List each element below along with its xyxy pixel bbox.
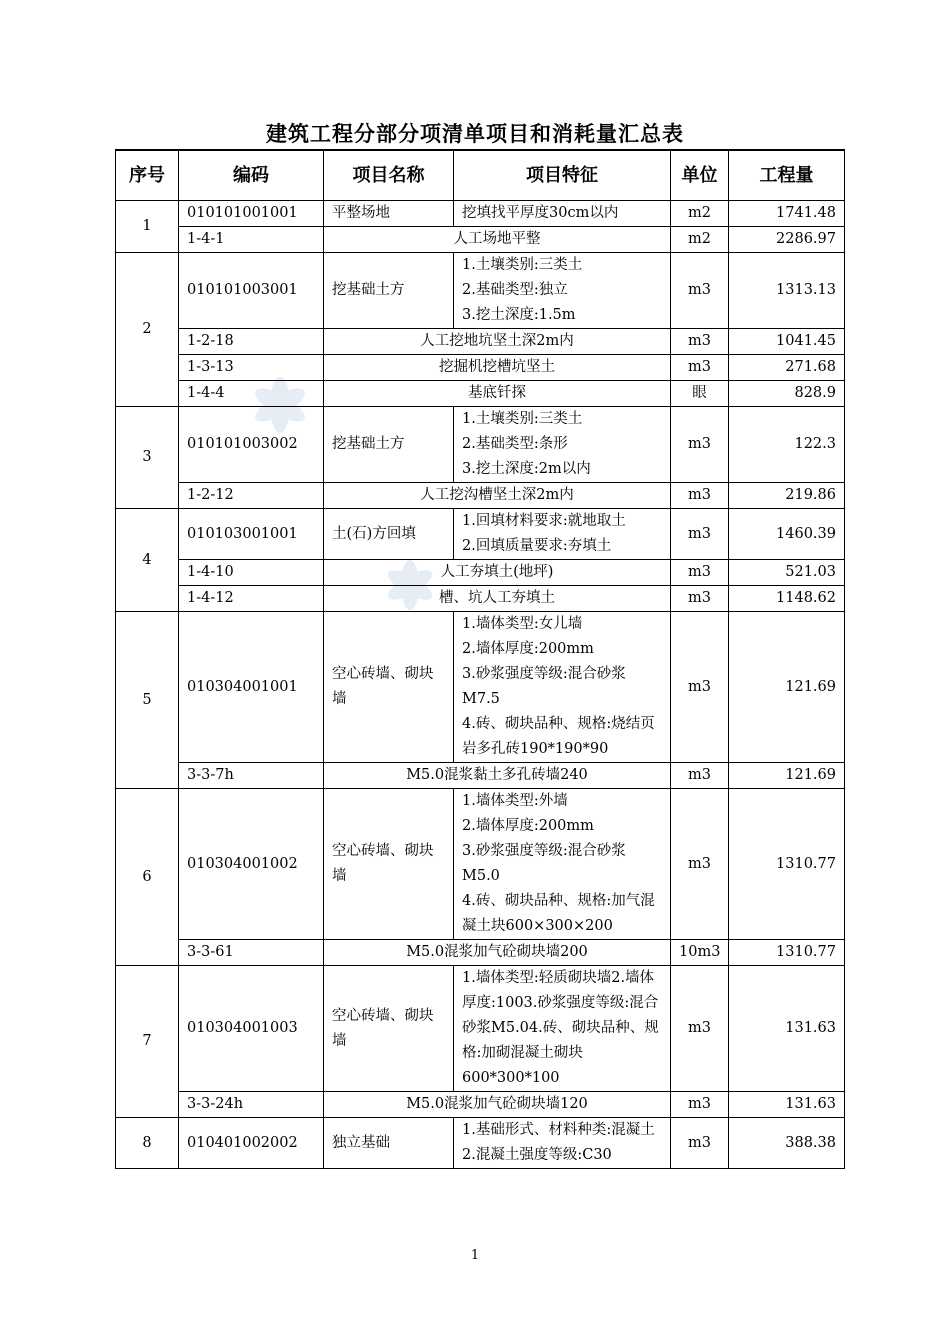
sub-unit-cell: m3	[671, 586, 729, 612]
feature-line: 1.墙体类型:外墙	[462, 793, 568, 809]
sub-desc-cell: M5.0混浆加气砼砌块墙120	[324, 1092, 671, 1118]
sub-code-cell: 3-3-61	[179, 940, 324, 966]
feature-line: 3.挖土深度:1.5m	[462, 307, 576, 323]
features-cell	[454, 253, 671, 329]
document-title: 建筑工程分部分项清单项目和消耗量汇总表	[266, 122, 684, 146]
table-row	[116, 612, 845, 763]
feature-line: 1.墙体类型:轻质砌块墙2.墙体厚度:1003.砂浆强度等级:混合砂浆M5.04.砖、砌块品种、规格:加砌混凝土砌块600*300*100	[462, 970, 659, 1086]
sub-code-cell: 1-2-12	[179, 483, 324, 509]
code-cell: 010101001001	[179, 201, 324, 227]
name-cell: 独立基础	[324, 1118, 454, 1169]
sub-row	[116, 586, 845, 612]
sub-code-cell: 1-2-18	[179, 329, 324, 355]
feature-line: 3.挖土深度:2m以内	[462, 461, 591, 477]
feature-line: 1.墙体类型:女儿墙	[462, 616, 583, 632]
sub-unit-cell: m3	[671, 560, 729, 586]
sub-code-cell: 1-4-12	[179, 586, 324, 612]
feature-line: 2.基础类型:独立	[462, 282, 568, 298]
feature-line: 2.墙体厚度:200mm	[462, 641, 594, 657]
qty-cell: 131.63	[729, 966, 845, 1092]
qty-cell: 122.3	[729, 407, 845, 483]
unit-cell: m3	[671, 612, 729, 763]
sub-unit-cell: m3	[671, 483, 729, 509]
qty-cell: 121.69	[729, 612, 845, 763]
sub-code-cell: 1-4-1	[179, 227, 324, 253]
feature-line: 1.土壤类别:三类土	[462, 411, 583, 427]
name-cell: 挖基础土方	[324, 407, 454, 483]
table-row	[116, 253, 845, 329]
sub-unit-cell: m3	[671, 1092, 729, 1118]
table-row	[116, 789, 845, 940]
sub-desc-cell: 人工夯填土(地坪)	[324, 560, 671, 586]
feature-line: 2.墙体厚度:200mm	[462, 818, 594, 834]
feature-line: 2.回填质量要求:夯填土	[462, 538, 612, 554]
sub-row	[116, 381, 845, 407]
header-features: 项目特征	[454, 150, 671, 201]
features-cell	[454, 509, 671, 560]
feature-line: 4.砖、砌块品种、规格:烧结页岩多孔砖190*190*90	[462, 716, 655, 757]
table-row	[116, 201, 845, 227]
sub-desc-cell: 人工场地平整	[324, 227, 671, 253]
sub-code-cell: 3-3-7h	[179, 763, 324, 789]
sub-qty-cell: 1041.45	[729, 329, 845, 355]
features-cell	[454, 966, 671, 1092]
name-cell: 挖基础土方	[324, 253, 454, 329]
summary-table	[115, 149, 845, 1169]
feature-line: 3.砂浆强度等级:混合砂浆M5.0	[462, 843, 626, 884]
features-cell	[454, 789, 671, 940]
table-header-row	[116, 150, 845, 201]
code-cell: 010304001003	[179, 966, 324, 1092]
features-cell	[454, 407, 671, 483]
sub-qty-cell: 271.68	[729, 355, 845, 381]
features-cell	[454, 612, 671, 763]
feature-line: 2.基础类型:条形	[462, 436, 568, 452]
code-cell: 010304001001	[179, 612, 324, 763]
seq-cell: 2	[116, 253, 179, 407]
sub-desc-cell: 槽、坑人工夯填土	[324, 586, 671, 612]
sub-qty-cell: 1148.62	[729, 586, 845, 612]
sub-unit-cell: 眼	[671, 381, 729, 407]
unit-cell: m3	[671, 407, 729, 483]
sub-unit-cell: m3	[671, 329, 729, 355]
qty-cell: 1313.13	[729, 253, 845, 329]
code-cell: 010101003002	[179, 407, 324, 483]
unit-cell: m3	[671, 1118, 729, 1169]
code-cell: 010101003001	[179, 253, 324, 329]
qty-cell: 388.38	[729, 1118, 845, 1169]
code-cell: 010103001001	[179, 509, 324, 560]
seq-cell: 6	[116, 789, 179, 966]
sub-row	[116, 483, 845, 509]
sub-code-cell: 3-3-24h	[179, 1092, 324, 1118]
header-name: 项目名称	[324, 150, 454, 201]
features-cell	[454, 201, 671, 227]
unit-cell: m3	[671, 509, 729, 560]
code-cell: 010304001002	[179, 789, 324, 940]
sub-unit-cell: 10m3	[671, 940, 729, 966]
unit-cell: m3	[671, 966, 729, 1092]
sub-code-cell: 1-4-4	[179, 381, 324, 407]
sub-desc-cell: 人工挖沟槽坚土深2m内	[324, 483, 671, 509]
sub-unit-cell: m3	[671, 763, 729, 789]
qty-cell: 1741.48	[729, 201, 845, 227]
page-number: 1	[470, 1248, 480, 1263]
sub-unit-cell: m3	[671, 355, 729, 381]
code-cell: 010401002002	[179, 1118, 324, 1169]
sub-qty-cell: 1310.77	[729, 940, 845, 966]
feature-line: 3.砂浆强度等级:混合砂浆M7.5	[462, 666, 626, 707]
sub-qty-cell: 219.86	[729, 483, 845, 509]
sub-row	[116, 355, 845, 381]
sub-qty-cell: 521.03	[729, 560, 845, 586]
unit-cell: m2	[671, 201, 729, 227]
feature-line: 1.土壤类别:三类土	[462, 257, 583, 273]
sub-row	[116, 227, 845, 253]
feature-line: 挖填找平厚度30cm以内	[462, 205, 619, 221]
sub-qty-cell: 131.63	[729, 1092, 845, 1118]
header-qty: 工程量	[729, 150, 845, 201]
seq-cell: 4	[116, 509, 179, 612]
name-cell: 空心砖墙、砌块墙	[324, 966, 454, 1092]
seq-cell: 7	[116, 966, 179, 1118]
table-row	[116, 407, 845, 483]
sub-row	[116, 329, 845, 355]
features-cell	[454, 1118, 671, 1169]
table-row	[116, 509, 845, 560]
seq-cell: 8	[116, 1118, 179, 1169]
sub-qty-cell: 2286.97	[729, 227, 845, 253]
name-cell: 平整场地	[324, 201, 454, 227]
feature-line: 1.基础形式、材料种类:混凝土	[462, 1122, 655, 1138]
feature-line: 1.回填材料要求:就地取土	[462, 513, 626, 529]
sub-row	[116, 1092, 845, 1118]
sub-row	[116, 940, 845, 966]
header-seq: 序号	[116, 150, 179, 201]
header-code: 编码	[179, 150, 324, 201]
sub-code-cell: 1-3-13	[179, 355, 324, 381]
seq-cell: 3	[116, 407, 179, 509]
sub-qty-cell: 121.69	[729, 763, 845, 789]
qty-cell: 1310.77	[729, 789, 845, 940]
table-row	[116, 1118, 845, 1169]
sub-desc-cell: M5.0混浆加气砼砌块墙200	[324, 940, 671, 966]
sub-desc-cell: 基底钎探	[324, 381, 671, 407]
qty-cell: 1460.39	[729, 509, 845, 560]
sub-qty-cell: 828.9	[729, 381, 845, 407]
seq-cell: 1	[116, 201, 179, 253]
sub-desc-cell: M5.0混浆黏土多孔砖墙240	[324, 763, 671, 789]
name-cell: 空心砖墙、砌块墙	[324, 789, 454, 940]
name-cell: 空心砖墙、砌块墙	[324, 612, 454, 763]
name-cell: 土(石)方回填	[324, 509, 454, 560]
header-unit: 单位	[671, 150, 729, 201]
unit-cell: m3	[671, 253, 729, 329]
seq-cell: 5	[116, 612, 179, 789]
feature-line: 2.混凝土强度等级:C30	[462, 1147, 612, 1163]
sub-row	[116, 560, 845, 586]
table-row	[116, 966, 845, 1092]
sub-unit-cell: m2	[671, 227, 729, 253]
feature-line: 4.砖、砌块品种、规格:加气混凝土块600×300×200	[462, 893, 655, 934]
sub-code-cell: 1-4-10	[179, 560, 324, 586]
sub-desc-cell: 人工挖地坑坚土深2m内	[324, 329, 671, 355]
sub-desc-cell: 挖掘机挖槽坑坚土	[324, 355, 671, 381]
sub-row	[116, 763, 845, 789]
unit-cell: m3	[671, 789, 729, 940]
